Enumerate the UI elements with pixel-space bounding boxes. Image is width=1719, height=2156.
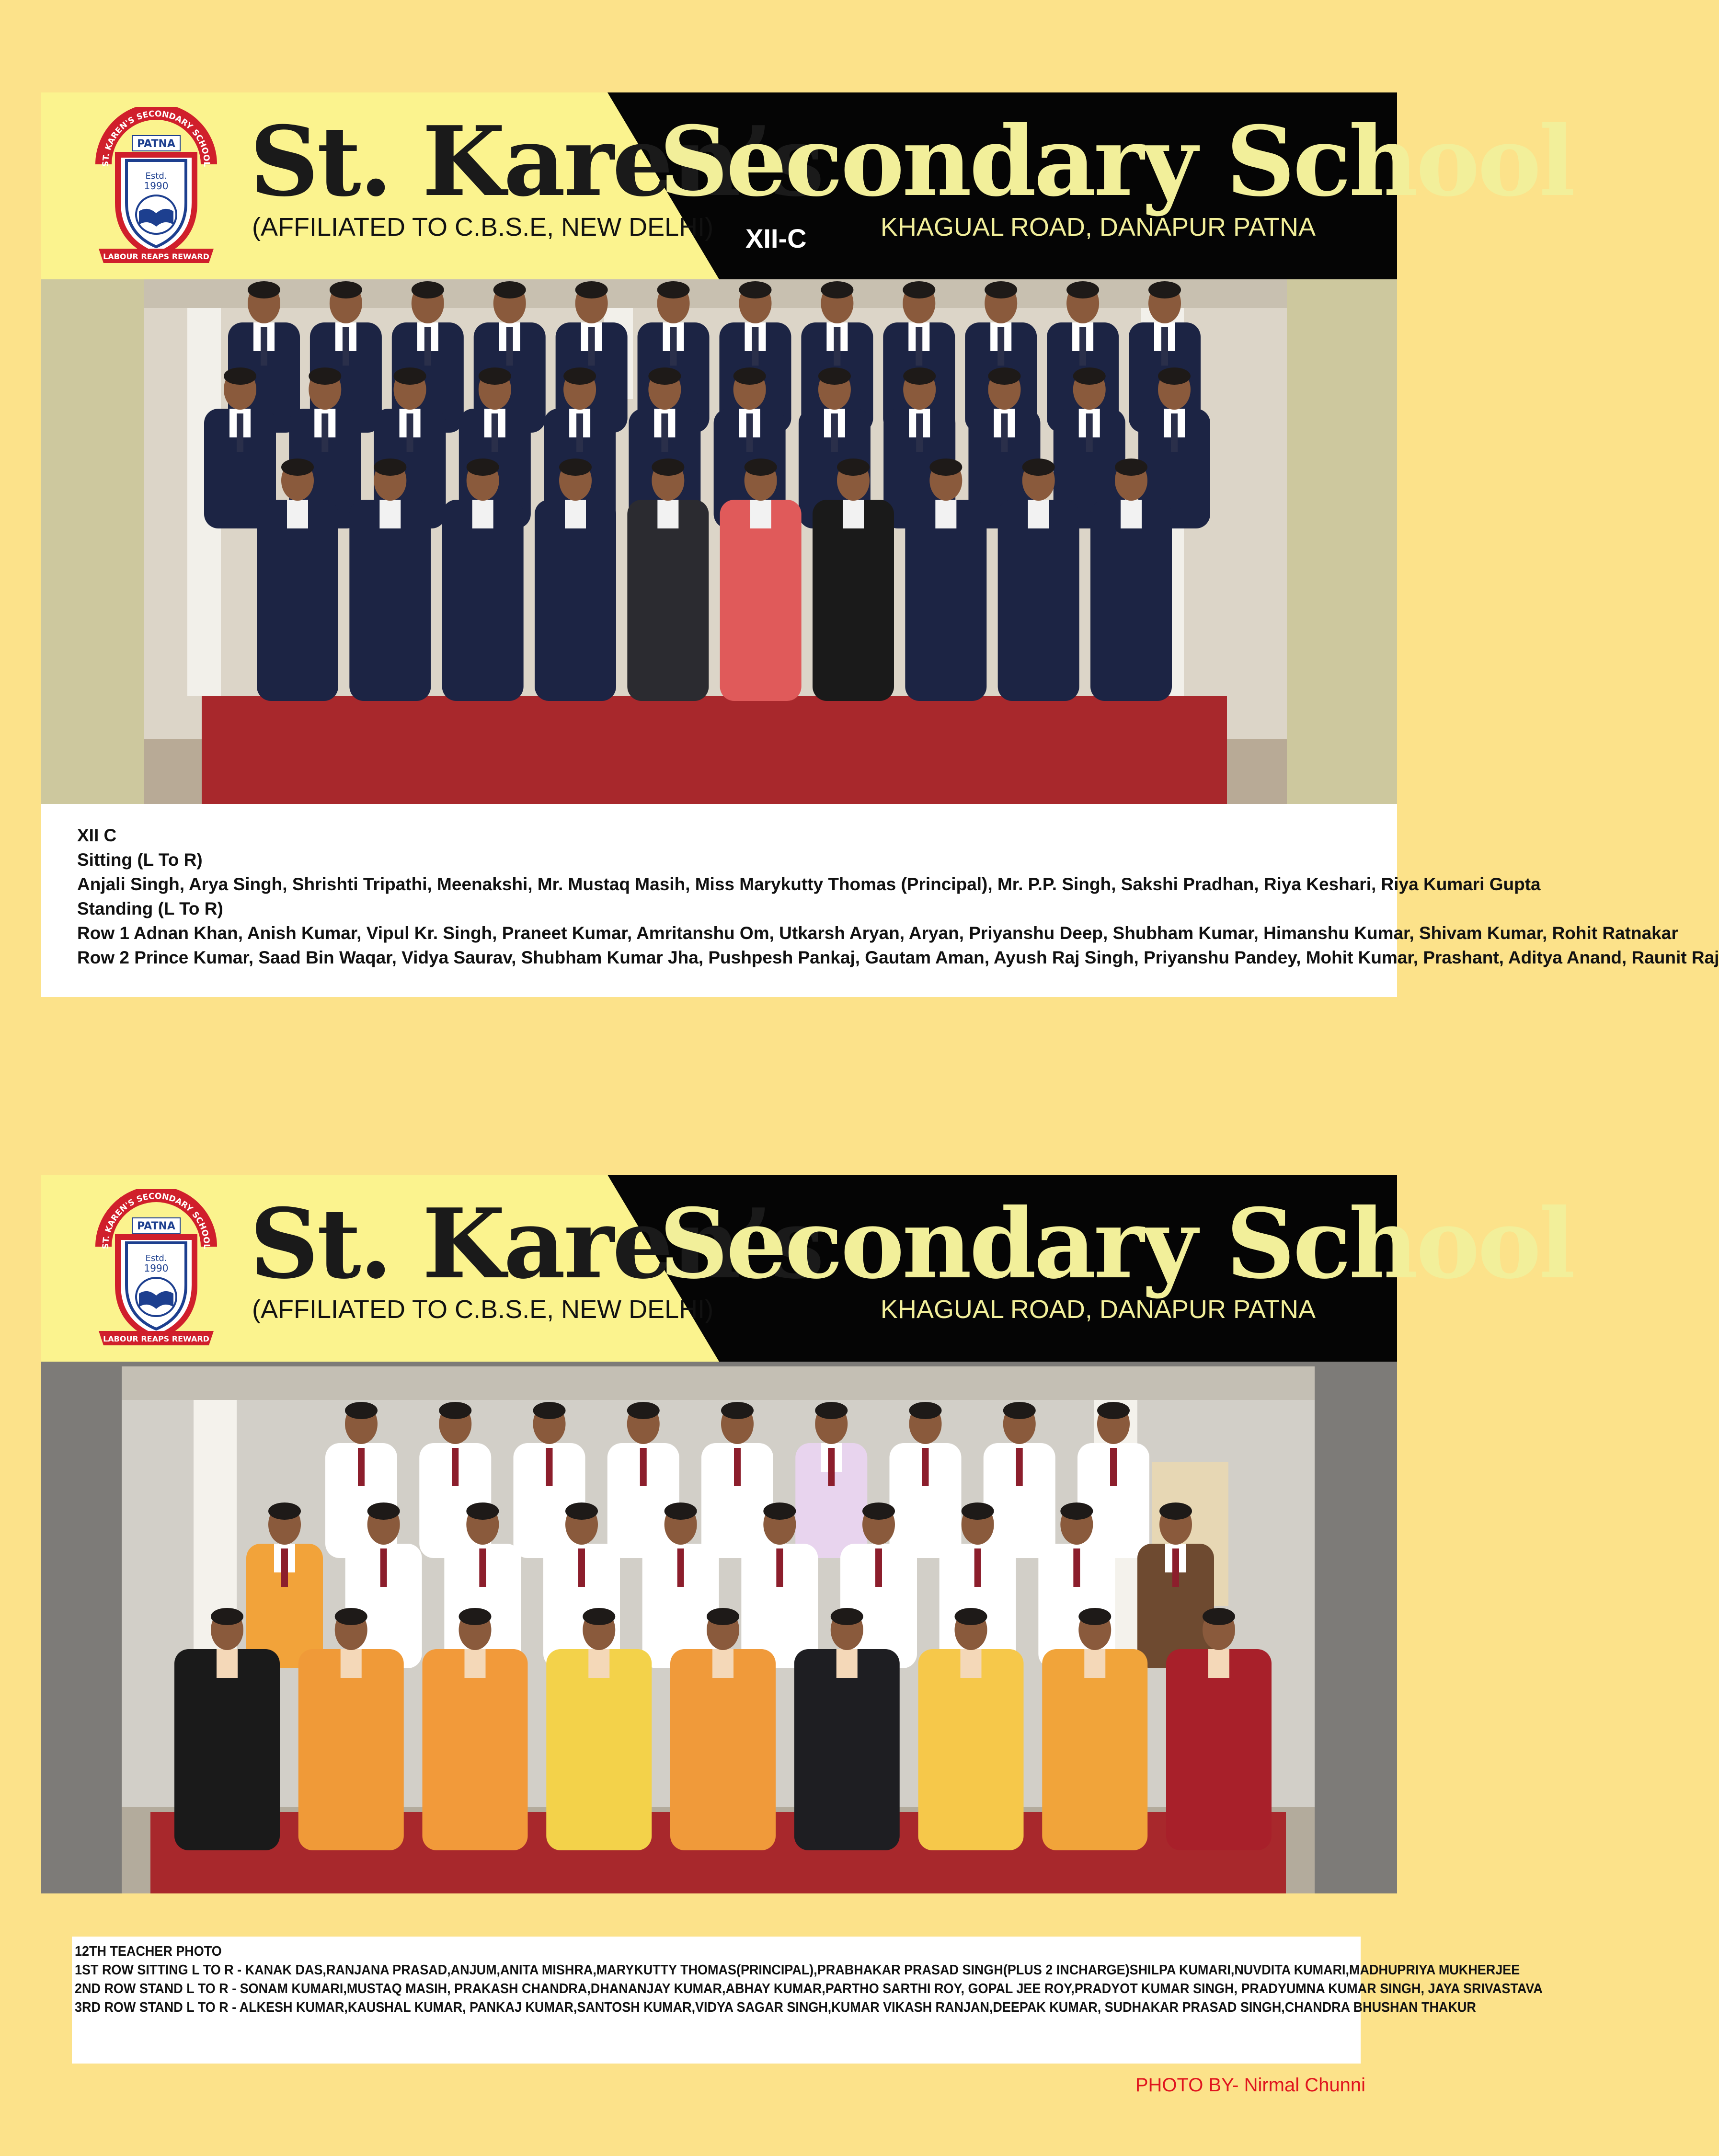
caption-standing-row2: Row 2 Prince Kumar, Saad Bin Waqar, Vidya Saurav, Shubham Kumar Jha, Pushpesh Pankaj, Gautam Aman, Ayush Raj Singh, Priyanshu Pandey, Mohit Kumar, Prashant, Aditya Anand, Raunit Raj: [77, 948, 1719, 967]
caption-class-title: XII C: [77, 826, 117, 845]
caption-sitting-heading: Sitting (L To R): [77, 850, 203, 870]
school-crest-logo: [89, 107, 223, 270]
class-photo-panel: [41, 92, 1719, 997]
caption-row2-standing: 2ND ROW STAND L TO R - SONAM KUMARI,MUSTAQ MASIH, PRAKASH CHANDRA,DHANANJAY KUMAR,ABHAY KUMAR,PARTHO SARTHI ROY, GOPAL JEE ROY,PRADYOT KUMAR SINGH, PRADYUMNA KUMAR SINGH, JAYA SRIVASTAVA: [75, 1981, 1543, 1996]
affiliation-text: (AFFILIATED TO C.B.S.E, NEW DELHI): [252, 1295, 714, 1324]
crest-estd-year: 1990: [144, 180, 169, 192]
affiliation-text: (AFFILIATED TO C.B.S.E, NEW DELHI): [252, 213, 714, 241]
school-crest-logo: [89, 1189, 223, 1352]
caption-row3-standing: 3RD ROW STAND L TO R - ALKESH KUMAR,KAUSHAL KUMAR, PANKAJ KUMAR,SANTOSH KUMAR,VIDYA SAGAR SINGH,KUMAR VIKASH RANJAN,DEEPAK KUMAR, SUDHAKAR PRASAD SINGH,CHANDRA BHUSHAN THAKUR: [75, 2000, 1476, 2015]
teacher-group-photo: [122, 1366, 1315, 1893]
crest-estd-label: Estd.: [145, 171, 167, 181]
crest-ring-text: ST. KAREN'S SECONDARY SCHOOL: [101, 109, 212, 167]
crest-ring-text: ST. KAREN'S SECONDARY SCHOOL: [101, 1191, 212, 1250]
crest-city: PATNA: [137, 138, 175, 150]
class-photo-frame: [41, 279, 1397, 804]
caption-teacher-title: 12TH TEACHER PHOTO: [75, 1944, 222, 1959]
school-address: KHAGUAL ROAD, DANAPUR PATNA: [880, 213, 1316, 241]
teacher-photo-caption: [72, 1937, 1543, 2064]
school-header: [41, 1175, 1573, 1362]
crest-city: PATNA: [137, 1220, 175, 1232]
crest-estd-year: 1990: [144, 1262, 169, 1274]
photo-credit: PHOTO BY- Nirmal Chunni: [1135, 2075, 1365, 2096]
class-label: XII-C: [745, 223, 807, 253]
school-header: [41, 92, 1573, 279]
teacher-photo-frame: [41, 1362, 1397, 1893]
crest-motto: LABOUR REAPS REWARD: [103, 1334, 209, 1343]
school-name-part2: Secondary School: [659, 1188, 1573, 1300]
teacher-photo-panel: [41, 1175, 1573, 2064]
crest-estd-label: Estd.: [145, 1253, 167, 1263]
school-address: KHAGUAL ROAD, DANAPUR PATNA: [880, 1295, 1316, 1324]
class-photo-caption: [41, 804, 1719, 997]
class-group-photo: [144, 279, 1287, 804]
school-name-part1: St. Karen’s: [250, 1188, 823, 1300]
school-name-part2: Secondary School: [659, 105, 1573, 218]
caption-standing-heading: Standing (L To R): [77, 899, 223, 918]
caption-row1-sitting: 1ST ROW SITTING L TO R - KANAK DAS,RANJANA PRASAD,ANJUM,ANITA MISHRA,MARYKUTTY THOMAS(PRINCIPAL),PRABHAKAR PRASAD SINGH(PLUS 2 INCHARGE)SHILPA KUMARI,NUVDITA KUMARI,MADHUPRIYA MUKHERJEE: [75, 1962, 1520, 1978]
caption-sitting-names: Anjali Singh, Arya Singh, Shrishti Tripathi, Meenakshi, Mr. Mustaq Masih, Miss Marykutty Thomas (Principal), Mr. P.P. Singh, Sakshi Pradhan, Riya Keshari, Riya Kumari Gupta: [77, 874, 1541, 894]
crest-motto: LABOUR REAPS REWARD: [103, 252, 209, 261]
school-name-part1: St. Karen’s: [250, 105, 823, 218]
caption-standing-row1: Row 1 Adnan Khan, Anish Kumar, Vipul Kr. Singh, Praneet Kumar, Amritanshu Om, Utkarsh Aryan, Aryan, Priyanshu Deep, Shubham Kumar, Himanshu Kumar, Shivam Kumar, Rohit Ratnakar: [77, 923, 1678, 943]
